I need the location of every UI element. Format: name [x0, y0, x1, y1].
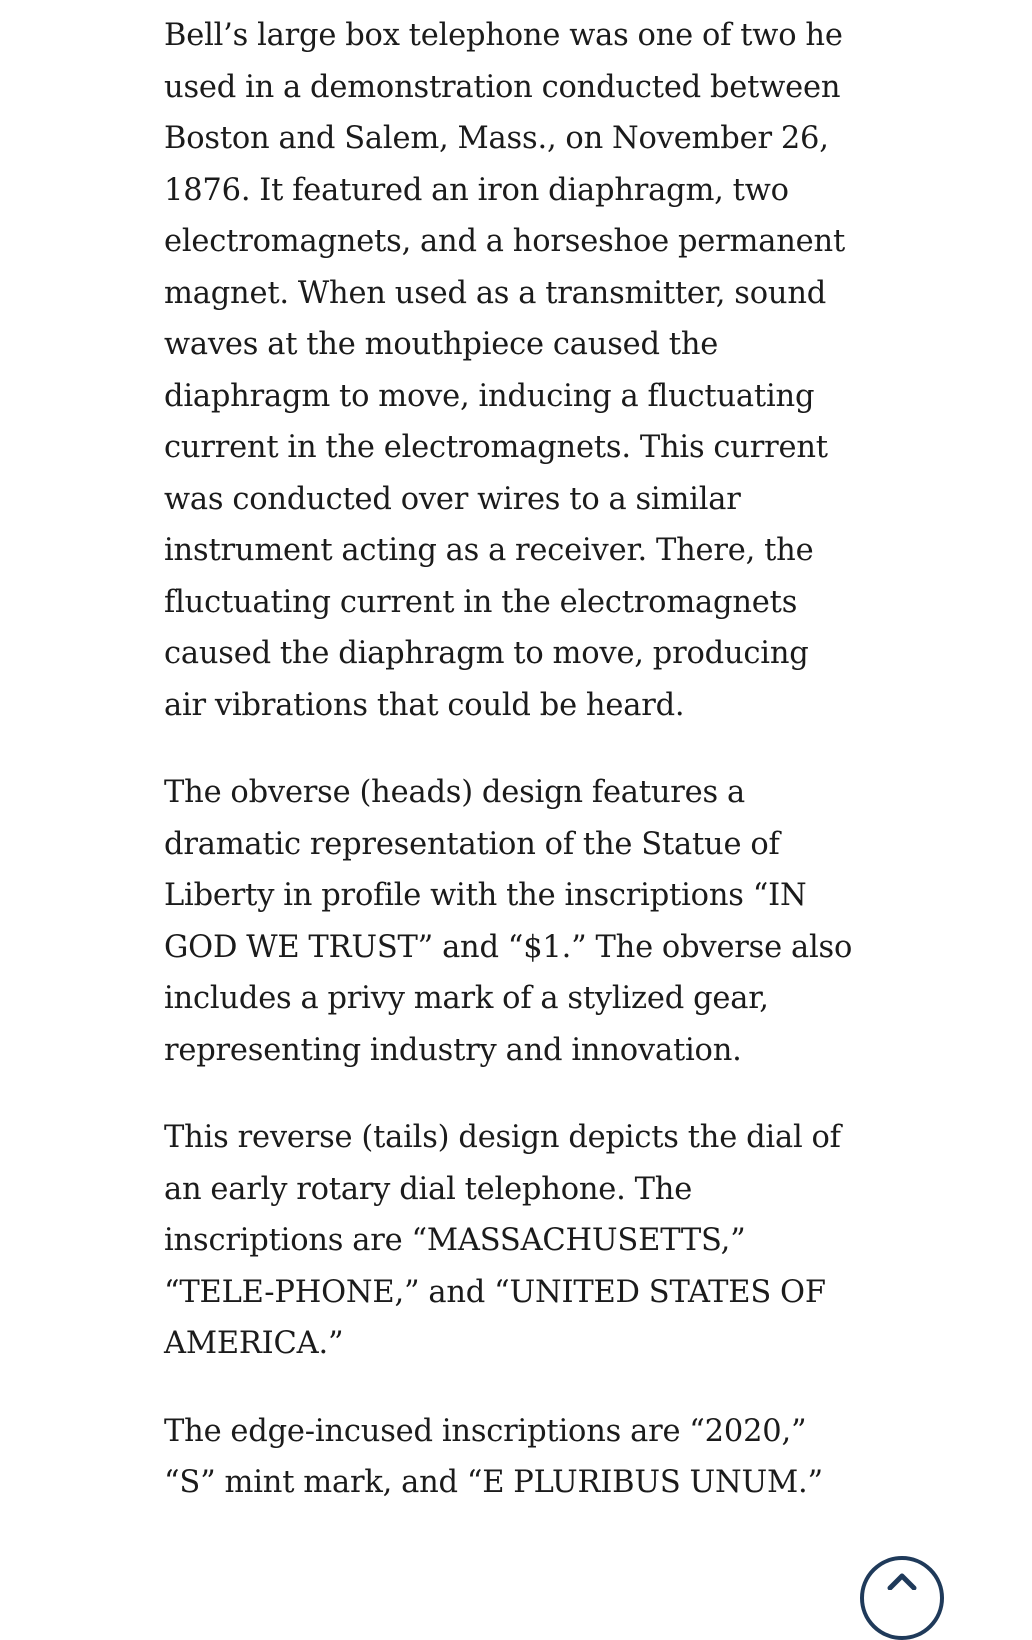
paragraph-edge-inscriptions: The edge-incused inscriptions are “2020,” “S” mint mark, and “E PLURIBUS UNUM.” [164, 1413, 823, 1500]
article-body [164, 10, 854, 1545]
paragraph-reverse-design: This reverse (tails) design depicts the dial of an early rotary dial telephone. The inscriptions are “MASSACHUSETTS,” “TELE-PHONE,” and “UNITED STATES OF AMERICA.” [164, 1120, 841, 1361]
scroll-to-top-button[interactable] [860, 1556, 944, 1640]
paragraph-obverse-design: The obverse (heads) design features a dramatic representation of the Statue of Liberty in profile with the inscriptions “IN GOD WE TRUST” and “$1.” The obverse also includes a privy mark of a stylized gear, representing industry and innovation. [164, 775, 853, 1068]
chevron-up-icon [886, 1570, 918, 1590]
paragraph-telephone-description: Bell’s large box telephone was one of two he used in a demonstration conducted between Boston and Salem, Mass., on November 26, 1876. It featured an iron diaphragm, two electromagnets, and a horseshoe permanent magnet. When used as a transmitter, sound waves at the mouthpiece caused the diaphragm to move, inducing a fluctuating current in the electromagnets. This current was conducted over wires to a similar instrument acting as a receiver. There, the fluctuating current in the electromagnets caused the diaphragm to move, producing air vibrations that could be heard. [164, 18, 846, 723]
